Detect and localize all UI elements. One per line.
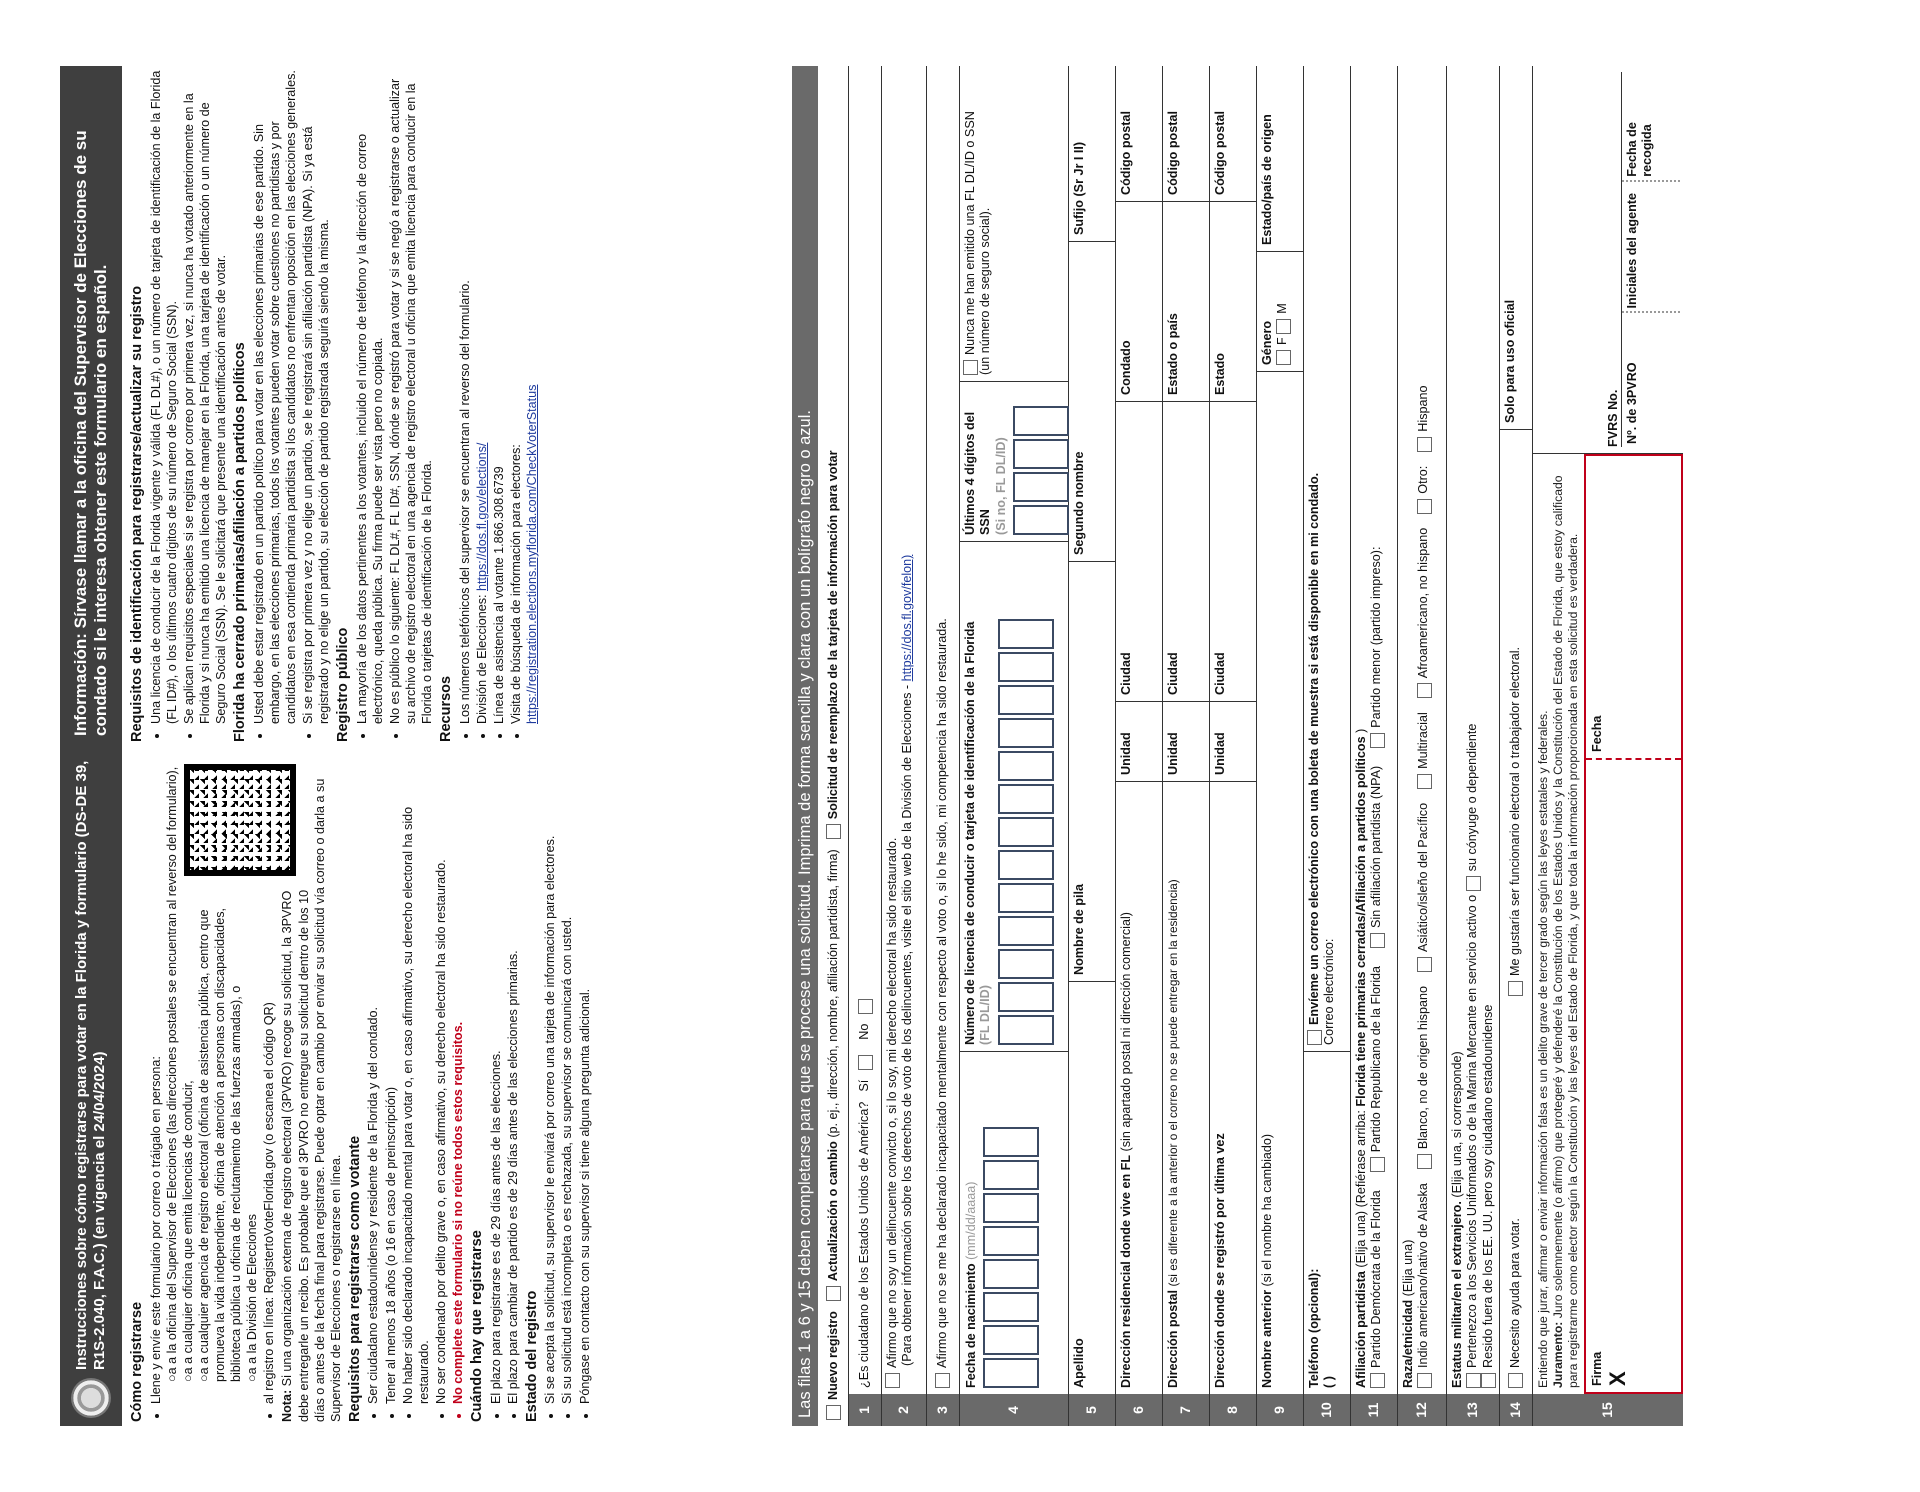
form-title: Instrucciones sobre cómo registrarse para votar en la Florida y formulario (DS-DE 39, R1S-2.040, F.A.C.) (en vigencia el 24/04/2024): [72, 760, 108, 1370]
never-note: (un número de seguro social).: [978, 207, 993, 375]
checkbox[interactable]: [1370, 1157, 1385, 1172]
agent-initials-field[interactable]: Iniciales del agente: [1622, 182, 1680, 314]
row-10-contact: [1304, 66, 1351, 1426]
gender-field: [1257, 252, 1303, 372]
row-number: 4: [960, 1394, 1068, 1426]
voter-registration-form-page: [50, 56, 1870, 1436]
requirements-warning: • No complete este formulario si no reúne todos estos requisitos.: [450, 758, 466, 1404]
license-field[interactable]: [960, 542, 1068, 1052]
party-option-npa[interactable]: [1369, 766, 1384, 948]
party-bold: Florida tiene primarias cerradas/Afiliación a partidos políticos: [1354, 736, 1368, 1107]
section-recursos: Recursos: [438, 675, 455, 742]
checkbox[interactable]: [1417, 499, 1432, 514]
no-label: No: [857, 1023, 872, 1040]
nota-label: Nota:: [280, 1389, 295, 1422]
checkbox[interactable]: [1370, 1373, 1385, 1388]
row-7-mailing: [1163, 66, 1210, 1426]
residence-label: Dirección residencial donde vive en FL: [1119, 1154, 1133, 1388]
option-label: Partido menor (partido impreso):: [1369, 546, 1384, 728]
row-number: 9: [1257, 1394, 1303, 1426]
list-item: • No ser condenado por delito grave o, en caso afirmativo, su derecho electoral ha sido restaurado.: [433, 758, 449, 1404]
option-label: Afroamericano, no hispano: [1416, 527, 1431, 679]
race-label: Raza/etnicidad: [1401, 1299, 1415, 1388]
mental-text: Afirmo que no se me ha declarado incapacitado mentalmente con respecto al voto o, si lo he sido, mi competencia ha sido restaurada.: [935, 618, 950, 1368]
estado-list: [542, 758, 592, 1422]
row-number: 15: [1533, 1394, 1683, 1426]
reemplazo-option[interactable]: [826, 450, 841, 839]
previous-name-label: Nombre anterior: [1260, 1290, 1274, 1388]
military-label: Estatus militar/en el extranjero.: [1450, 1201, 1464, 1388]
checkbox[interactable]: [1481, 1373, 1496, 1388]
mailing-label: Dirección postal: [1166, 1290, 1180, 1388]
checkbox[interactable]: [885, 1373, 900, 1388]
actualizacion-note: (p. ej., dirección, nombre, afiliación partidista, firma): [826, 849, 841, 1138]
actualizacion-option[interactable]: [826, 849, 841, 1301]
form-type-options: [820, 66, 848, 1426]
mailing-note: (si es diferente a la anterior o el correo no se puede entregar en la residencia): [1166, 879, 1180, 1287]
section-requisitos: Requisitos para registrarse como votante: [346, 1135, 363, 1422]
row-number: 12: [1398, 1394, 1446, 1426]
signature-x-mark: X: [1604, 1371, 1630, 1386]
zip-field[interactable]: Código postal: [1116, 66, 1162, 202]
list-item: [474, 70, 490, 724]
online-registration: al registro en línea: RegistertoVoteFlorida.gov (o escanea el código QR): [262, 1002, 277, 1404]
dob-field[interactable]: [960, 1052, 1043, 1394]
option-label: Sin afiliación partidista (NPA): [1369, 765, 1384, 928]
county-field[interactable]: Condado: [1116, 202, 1162, 402]
checkbox[interactable]: [1466, 876, 1481, 891]
como-intro: Llene y envíe este formulario por correo o tráigalo en persona:: [148, 1056, 163, 1404]
zip-field[interactable]: Código postal: [1210, 66, 1256, 202]
previous-name-field[interactable]: [1257, 372, 1278, 1394]
section-cuando: Cuándo hay que registrarse: [469, 1230, 486, 1422]
ssn-note: (Si no, FL DL/ID): [993, 437, 1008, 535]
row-body: [1257, 66, 1303, 1394]
checkbox[interactable]: [1417, 957, 1432, 972]
row-2-felony: [882, 66, 927, 1426]
form-type-row: [820, 66, 849, 1426]
checkbox[interactable]: [826, 1405, 841, 1420]
voter-status-link[interactable]: https://registration.elections.myflorida.com/CheckVoterStatus: [525, 384, 540, 724]
race-options: [1416, 72, 1431, 1388]
row-9-previous-name: [1257, 66, 1304, 1426]
como-item: a la División de Elecciones: [245, 1214, 260, 1364]
oath-block: [1533, 454, 1584, 1394]
party-close: ): [1354, 728, 1368, 733]
list-item: [148, 758, 261, 1404]
military-pick: (Elija una, si corresponde): [1450, 1051, 1464, 1198]
pub-list: [354, 70, 436, 742]
checkbox[interactable]: [826, 1286, 841, 1301]
unit-field[interactable]: Unidad: [1210, 702, 1256, 782]
race-option[interactable]: [1416, 712, 1431, 789]
agent-fields: [1621, 72, 1680, 447]
list-item: • Los números telefónicos del supervisor se encuentran al reverso del formulario.: [457, 70, 473, 724]
race-option[interactable]: [1416, 385, 1431, 451]
row-number: 1: [849, 1394, 881, 1426]
list-item: • Usted debe estar registrado en un partido político para votar en las elecciones primarias de ese partido. Sin embargo, en las elecciones primarias, todos los votantes pueden votar sobre cuestiones no partidistas y por candidatos en esa contienda primaria partidista si los candidatos no enfrentan oposición en las elecciones generales.: [251, 70, 299, 724]
option-label: Partido Republicano de la Florida: [1369, 965, 1384, 1153]
nuevo-label: Nuevo registro: [826, 1311, 841, 1400]
section-identificacion: Requisitos de identificación para registrarse/actualizar su registro: [129, 285, 145, 742]
section-primarias: Florida ha cerrado primarias/afiliación a partidos políticos: [232, 342, 249, 742]
previous-name-note: (si el nombre ha cambiado): [1260, 1133, 1274, 1287]
row-number: 14: [1500, 1394, 1532, 1426]
list-item: • Si se registra por primera vez y no elige un partido, se le registrará sin afiliación partidista (NPA). Si ya está registrado y no elige un partido, su elección de partido registrada seguirá siendo la misma.: [300, 70, 332, 724]
spanish-info-title: Información: Sírvase llamar a la oficina del Supervisor de Elecciones de su condado si le interesa obtener este formulario en español.: [70, 130, 110, 736]
list-item: • Si se acepta la solicitud, su supervisor le enviará por correo una tarjeta de información para electores.: [542, 758, 558, 1404]
row-number: 2: [882, 1394, 926, 1426]
header-left: [60, 746, 122, 1426]
signature-label: Firma: [1589, 1351, 1604, 1386]
list-item: • Ser ciudadano estadounidense y residente de la Florida y del condado.: [365, 758, 381, 1404]
row-body: [1116, 66, 1162, 1394]
race-option[interactable]: [1416, 803, 1431, 972]
last-name-field[interactable]: Apellido: [1072, 1338, 1086, 1388]
official-use-label: Solo para uso oficial: [1500, 66, 1532, 430]
row-body: [1304, 66, 1350, 1394]
race-option[interactable]: [1416, 1183, 1431, 1388]
section-registro-publico: Registro público: [335, 627, 352, 742]
list-item: • Se aplican requisitos especiales si se registra por correo por primera vez, si nunca ha votado anteriormente en la Florida y si nunca ha emitido una licencia de manejar en la Florida, una tarjeta de identificación o un número de Seguro Social (SSN). Se le solicitará que presente una identificación antes de votar.: [181, 70, 229, 724]
nuevo-option[interactable]: [826, 1311, 841, 1420]
list-item: • No es público lo siguiente: FL DL#, FL ID#, SSN, dónde se registró para votar y si se negó a registrarse o actualizar su archivo de registro electoral en una agencia de registro electoral u oficina que emita licencia para conducir en la Florida o tarjetas de identificación de la Florida.: [387, 70, 435, 724]
row-number: 3: [927, 1394, 959, 1426]
row-number: 5: [1069, 1394, 1115, 1426]
rec-label: Visita de búsqueda de información para electores:: [509, 444, 524, 724]
row-number: 8: [1210, 1394, 1256, 1426]
felony-info: [900, 72, 915, 1388]
row-4-identification: [960, 66, 1069, 1426]
como-item: a cualquier agencia de registro electoral (oficina de asistencia pública, centro que promueva la vida independiente, oficina de atención a personas con discapacidades, biblioteca pública u oficina de reclutamiento de las fuerzas armadas), o: [196, 908, 244, 1382]
list-item: • El plazo para cambiar de partido es de 29 días antes de las elecciones primarias.: [505, 758, 521, 1404]
actualizacion-label: Actualización o cambio: [826, 1141, 841, 1282]
gender-label: Género: [1260, 320, 1274, 365]
email-label: Correo electrónico:: [1322, 938, 1337, 1045]
checkbox[interactable]: [1508, 981, 1523, 996]
ssn-label: Últimos 4 dígitos del SSN: [963, 411, 993, 535]
option-label: Multiracial: [1416, 712, 1431, 769]
race-option[interactable]: [1416, 986, 1431, 1169]
row-number: 10: [1304, 1394, 1350, 1426]
rec-list: [457, 70, 541, 742]
license-note: (FL DL/ID): [978, 985, 993, 1045]
official-use-area: [1533, 66, 1683, 454]
row-body: [960, 66, 1068, 1394]
florida-seal-icon: [71, 1378, 111, 1418]
option-label: Pertenezco a los Servicios Uniformados o de la Marina Mercante en servicio activo o: [1465, 894, 1480, 1368]
oath-text: Juro solemnemente (o afirmo) que protegeré y defenderé la Constitución de los Estados Unidos y la Constitución del Estado de Florida, que estoy calificado para registrarme como elector según la Constitución y las leyes del Estado de Florida, y que toda la información proporcionada en esta solicitud es verdadera.: [1550, 475, 1580, 1388]
first-name-field[interactable]: Nombre de pila: [1069, 562, 1115, 982]
email-field[interactable]: [1304, 66, 1350, 1052]
section-como-registrarse: Cómo registrarse: [129, 1301, 145, 1422]
row-body: [927, 66, 959, 1394]
last-address-field[interactable]: Dirección donde se registró por última vez: [1213, 1133, 1227, 1388]
row-15-signature: [1533, 66, 1683, 1426]
list-item: • Tener al menos 18 años (o 16 en caso de preinscripción): [383, 758, 399, 1404]
race-option[interactable]: [1416, 466, 1431, 514]
oath-paragraph: [1551, 460, 1581, 1388]
checkbox[interactable]: [1466, 1373, 1481, 1388]
middle-name-field[interactable]: Segundo nombre: [1069, 242, 1115, 562]
option-label: Indio americano/nativo de Alaska: [1416, 1183, 1431, 1368]
citizenship-question: ¿Es ciudadano de los Estados Unidos de América?: [857, 1101, 872, 1388]
instructions-right-column: [128, 70, 788, 742]
unit-field[interactable]: Unidad: [1163, 702, 1209, 782]
party-ref: (Refiérase arriba:: [1354, 1110, 1368, 1208]
checkbox[interactable]: [1417, 1154, 1432, 1169]
female-checkbox[interactable]: [1276, 350, 1291, 365]
option-label: Otro:: [1416, 465, 1431, 494]
city-field[interactable]: Ciudad: [1210, 402, 1256, 702]
row-number: 7: [1163, 1394, 1209, 1426]
felony-affirmation: [885, 72, 900, 1388]
row-body: [1163, 66, 1209, 1394]
3pvro-number-field[interactable]: Nº. de 3PVRO: [1625, 362, 1639, 444]
row-body: [1447, 66, 1499, 1394]
race-heading: [1401, 72, 1416, 1388]
assistance-option[interactable]: [1505, 1002, 1526, 1394]
list-item: • La mayoría de los datos pertinentes a los votantes, incluido el número de teléfono y la dirección de correo electrónico, queda pública. Su firma puede ser vista pero no copiada.: [354, 70, 386, 724]
row-6-residence: [1116, 66, 1163, 1426]
checkbox[interactable]: [963, 360, 978, 375]
list-item: • Línea de asistencia al votante 1.866.308.6739: [491, 70, 507, 724]
registration-form: [820, 66, 1683, 1426]
checkbox[interactable]: [1417, 683, 1432, 698]
email-checkbox[interactable]: [1307, 1030, 1322, 1045]
elections-link[interactable]: https://dos.fl.gov/elections/: [474, 442, 489, 591]
qr-code-icon[interactable]: [184, 764, 296, 876]
residence-note: (sin apartado postal ni dirección comercial): [1119, 912, 1133, 1152]
party-heading: [1354, 72, 1369, 1388]
list-item: • Una licencia de conducir de la Florida vigente y válida (FL DL#), o un número de tarjeta de identificación de la Florida (FL ID#), o los últimos cuatro dígitos de su número de Seguro Social (SSN).: [148, 70, 180, 724]
sub-item: ○a a la División de Elecciones: [245, 1214, 260, 1382]
sub-item: ○a a cualquier oficina que emita licencias de conducir,: [180, 1080, 195, 1382]
req-list: [365, 758, 466, 1422]
option-label: Blanco, no de origen hispano: [1416, 986, 1431, 1150]
id-list: [148, 70, 230, 742]
party-option-democrat[interactable]: [1369, 1190, 1384, 1388]
checkbox[interactable]: [1370, 733, 1385, 748]
yes-checkbox[interactable]: [858, 1055, 873, 1070]
option-label: Resido fuera de los EE. UU. pero soy ciudadano estadounidense: [1480, 1004, 1495, 1368]
instructions-left-column: [128, 758, 788, 1422]
party-pick: (Elija una): [1354, 1210, 1368, 1268]
checkbox[interactable]: [826, 824, 841, 839]
row-body: [882, 66, 926, 1394]
checkbox[interactable]: [1417, 774, 1432, 789]
state-field[interactable]: Estado: [1210, 202, 1256, 402]
race-option[interactable]: [1416, 528, 1431, 699]
header-bar: [60, 66, 122, 1426]
option-label: Partido Demócrata de la Florida: [1369, 1190, 1384, 1368]
option-label: Me gustaría ser funcionario electoral o trabajador electoral.: [1508, 646, 1523, 976]
email-option-label: Envíeme un correo electrónico con una boleta de muestra si está disponible en mi condado.: [1307, 472, 1321, 1025]
yes-label: Sí: [857, 1079, 872, 1092]
checkbox[interactable]: [1370, 933, 1385, 948]
signature-field[interactable]: [1586, 760, 1681, 1392]
never-label: Nunca me han emitido una FL DL/ID o SSN: [963, 111, 977, 355]
unit-field[interactable]: Unidad: [1116, 702, 1162, 782]
no-checkbox[interactable]: [858, 999, 873, 1014]
ssn-digit-boxes[interactable]: [1013, 388, 1069, 535]
license-label: Número de licencia de conducir o tarjeta de identificación de la Florida: [963, 621, 977, 1045]
race-pick: (Elija una): [1401, 1239, 1415, 1297]
row-body: [1069, 66, 1115, 1394]
felony-info-text: (Para obtener información sobre los derechos de voto de los delincuentes, visite el sitio web de la División de Elecciones -: [900, 684, 915, 1366]
party-option-minor[interactable]: [1369, 547, 1384, 748]
list-item: [508, 70, 540, 724]
rec-label: División de Elecciones:: [474, 594, 489, 724]
male-checkbox[interactable]: [1276, 319, 1291, 334]
row-14-assistance: [1500, 66, 1533, 1426]
option-label: Necesito ayuda para votar.: [1508, 1218, 1523, 1368]
signature-box[interactable]: [1584, 454, 1683, 1394]
row-number: 6: [1116, 1394, 1162, 1426]
como-list: [148, 758, 278, 1422]
oath-area: [1533, 454, 1683, 1394]
pickup-date-field[interactable]: Fecha de recogida: [1622, 72, 1680, 182]
male-label: M: [1275, 303, 1290, 314]
city-field[interactable]: Ciudad: [1116, 402, 1162, 702]
city-field[interactable]: Ciudad: [1163, 402, 1209, 702]
como-item: a cualquier oficina que emita licencias de conducir,: [180, 1080, 195, 1364]
checkbox[interactable]: [1417, 437, 1432, 452]
ssn-field[interactable]: [960, 382, 1068, 542]
cuando-list: [488, 758, 521, 1422]
row-body: [1351, 66, 1397, 1394]
sub-item: ○a a la oficina del Supervisor de Elecciones (las direcciones postales se encuentran al reverso del formulario),: [164, 766, 179, 1382]
female-label: F: [1275, 337, 1290, 345]
felon-link[interactable]: https://dos.fl.gov/felon): [900, 554, 915, 682]
instructions-banner: Las filas 1 a 6 y 15 deben completarse para que se procese una solicitud. Imprima de forma sencilla y clara con un bolígrafo negro o azul.: [792, 66, 818, 1426]
dob-format: (mm/dd/aaaa): [964, 1181, 978, 1260]
never-issued-field[interactable]: [960, 66, 1068, 382]
section-estado: Estado del registro: [523, 1290, 540, 1422]
military-option-abroad[interactable]: [1481, 72, 1496, 1388]
row-body: [1398, 66, 1446, 1394]
phone-area-code: ( ): [1322, 1376, 1337, 1388]
row-body: [849, 66, 881, 1394]
state-country-field[interactable]: Estado o país: [1163, 202, 1209, 402]
row-5-name: [1069, 66, 1116, 1426]
felony-text: Afirmo que no soy un delincuente convicto o, si lo soy, mi derecho electoral ha sido restaurado.: [885, 837, 899, 1368]
party-label: Afiliación partidista: [1354, 1271, 1368, 1388]
row-3-mental: [927, 66, 960, 1426]
residence-address-field[interactable]: [1116, 782, 1137, 1394]
reemplazo-label: Solicitud de reemplazo de la tarjeta de información para votar: [826, 450, 841, 820]
mailing-address-field[interactable]: [1163, 782, 1184, 1394]
dob-digit-boxes[interactable]: [983, 1058, 1039, 1388]
fvrs-number: FVRS No.: [1605, 389, 1620, 447]
military-heading: [1450, 72, 1465, 1388]
row-12-race: [1398, 66, 1447, 1426]
checkbox[interactable]: [1417, 1373, 1432, 1388]
party-option-republican[interactable]: [1369, 966, 1384, 1172]
row-1-citizenship: [849, 66, 882, 1426]
oath-warning: Entiendo que jurar, afirmar o enviar información falsa es un delito grave de tercer grado según las leyes estatales y federales.: [1536, 710, 1550, 1388]
row-11-party: [1351, 66, 1398, 1426]
checkbox[interactable]: [935, 1373, 950, 1388]
date-field[interactable]: Fecha: [1586, 456, 1681, 760]
military-option-active[interactable]: [1465, 72, 1480, 1388]
nota-text: Si una organización externa de registro electoral (3PVRO) recoge su solicitud, la 3PVRO debe entregarle un recibo. Es probable que el 3PVRO no entregue su solicitud dentro de los 10 días o antes de la fecha final para registrarse. Puede optar en cambio por enviar su solicitud vía correo o darla a su Supervisor de Elecciones o registrarse en línea.: [280, 778, 343, 1422]
row-body: [1210, 66, 1256, 1394]
party-options: [1369, 72, 1384, 1388]
option-label: Hispano: [1416, 385, 1431, 432]
prim-list: [251, 70, 333, 742]
row-body: [1500, 66, 1532, 1394]
license-digit-boxes[interactable]: [998, 548, 1054, 1045]
list-item: • No haber sido declarado incapacitado mental para votar o, en caso afirmativo, su derecho electoral ha sido restaurado.: [400, 758, 432, 1404]
phone-label: Teléfono (opcional):: [1307, 1268, 1321, 1388]
sub-item: ○a a cualquier agencia de registro electoral (oficina de asistencia pública, centro que promueva la vida independiente, oficina de atención a personas con discapacidades, biblioteca pública u oficina de reclutamiento de las fuerzas armadas), o: [196, 908, 244, 1382]
row-number: 13: [1447, 1394, 1499, 1426]
row-8-last-address: [1210, 66, 1257, 1426]
como-item: a la oficina del Supervisor de Elecciones (las direcciones postales se encuentran al reverso del formulario),: [164, 766, 179, 1364]
list-item: • Si su solicitud está incompleta o es rechazada, su supervisor se comunicará con usted.: [559, 758, 575, 1404]
zip-field[interactable]: Código postal: [1163, 66, 1209, 202]
phone-field[interactable]: [1304, 1052, 1341, 1394]
list-item: • El plazo para registrarse es de 29 días antes de las elecciones.: [488, 758, 504, 1404]
option-label: su cónyuge o dependiente: [1465, 723, 1480, 872]
suffix-field[interactable]: Sufijo (Sr Jr I II): [1069, 66, 1115, 242]
row-body: [1533, 66, 1683, 1394]
dob-label: Fecha de nacimiento: [964, 1263, 978, 1388]
option-label: Asiático/isleño del Pacífico: [1416, 802, 1431, 953]
oath-label: Juramento:: [1550, 1321, 1565, 1388]
poll-worker-option[interactable]: [1505, 430, 1526, 1002]
origin-field[interactable]: Estado/país de origen: [1257, 66, 1303, 252]
row-13-military: [1447, 66, 1500, 1426]
checkbox[interactable]: [1508, 1373, 1523, 1388]
list-item: • Póngase en contacto con su supervisor si tiene alguna pregunta adicional.: [577, 758, 593, 1404]
row-number: 11: [1351, 1394, 1397, 1426]
